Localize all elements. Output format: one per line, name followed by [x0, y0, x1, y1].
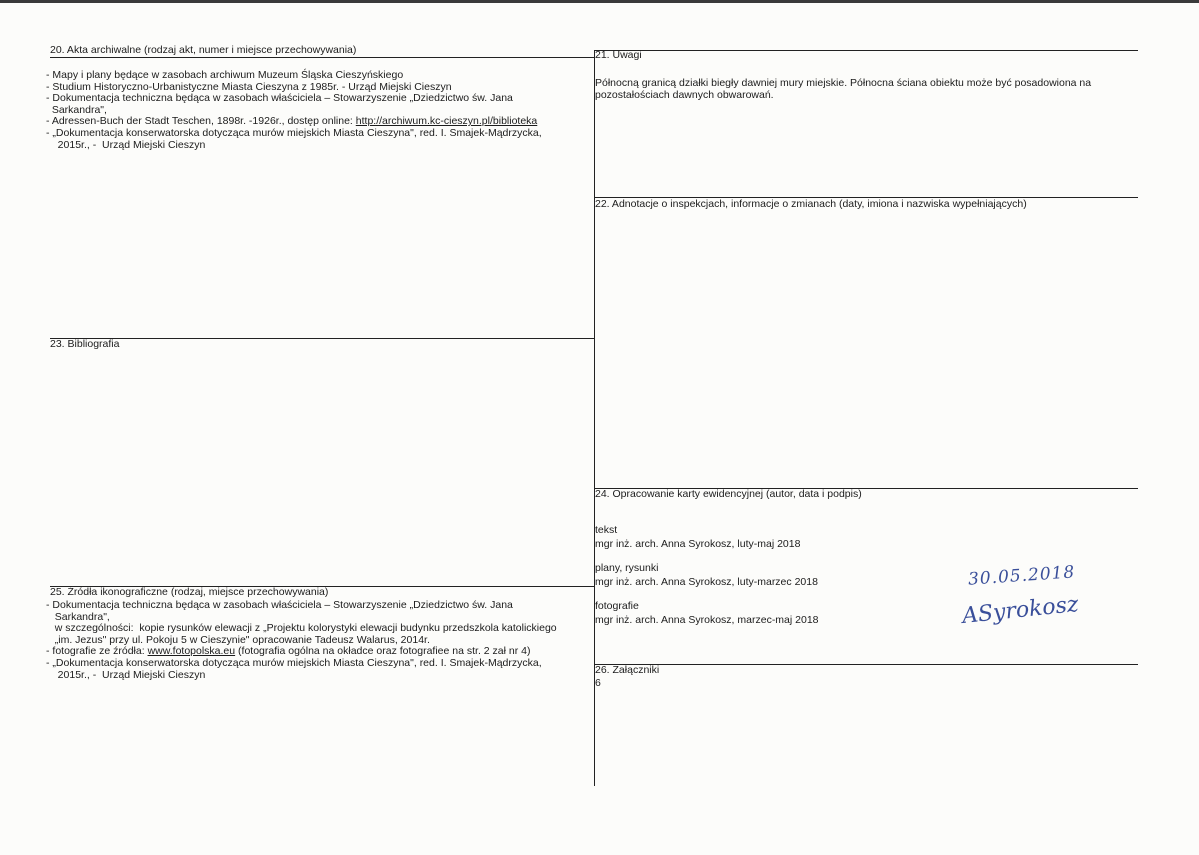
section-25-body [46, 600, 557, 681]
author-entry-photos [595, 599, 819, 627]
section-25-line: - „Dokumentacja konserwatorska dotycząca murów miejskich Miasta Cieszyna", red. I. Smajek-Mądrzycka, [46, 656, 542, 669]
section-20-line: - Studium Historyczno-Urbanistyczne Miasta Cieszyna z 1985r. - Urząd Miejski Cieszyn [46, 80, 452, 93]
section-20-line: - „Dokumentacja konserwatorska dotycząca murów miejskich Miasta Cieszyna", red. I. Smajek-Mądrzycka, [46, 126, 542, 139]
fotopolska-link[interactable]: www.fotopolska.eu [147, 645, 236, 658]
section-21-body [595, 78, 1091, 101]
author-entry-drawings [595, 561, 818, 589]
section-22-title: 22. Adnotacje o inspekcjach, informacje o zmianach (daty, imiona i nazwiska wypełniających) [595, 198, 1027, 210]
section-25-line-text: - fotografie ze źródła: [46, 645, 148, 658]
section-25-line: - Dokumentacja techniczna będąca w zasobach właściciela – Stowarzyszenie „Dziedzictwo św. Jana [46, 599, 513, 611]
section-25-title: 25. Źródła ikonograficzne (rodzaj, miejsce przechowywania) [50, 586, 329, 598]
section-21-line: Północną granicą działki biegły dawniej mury miejskie. Północna ściana obiektu może być posadowiona na [595, 77, 1092, 89]
section-24-title: 24. Opracowanie karty ewidencyjnej (autor, data i podpis) [595, 488, 862, 500]
author-entry-text [595, 523, 800, 551]
archive-link[interactable]: http://archiwum.kc-cieszyn.pl/biblioteka [355, 115, 538, 128]
section-20-line-text: - Adressen-Buch der Stadt Teschen, 1898r. -1926r., dostęp online: [46, 115, 356, 128]
section-21-rule [594, 50, 1138, 51]
entry-value: mgr inż. arch. Anna Syrokosz, luty-marzec 2018 [595, 576, 818, 588]
section-20-body [46, 70, 542, 151]
entry-label: tekst [595, 524, 618, 536]
section-25-line: 2015r., - Urząd Miejski Cieszyn [46, 668, 206, 681]
scan-top-edge [0, 0, 1199, 3]
section-20-line: 2015r., - Urząd Miejski Cieszyn [46, 138, 206, 151]
section-26-rule [594, 664, 1138, 665]
section-20-title: 20. Akta archiwalne (rodzaj akt, numer i miejsce przechowywania) [50, 44, 357, 56]
section-21-title: 21. Uwagi [595, 49, 642, 61]
section-20-line: - Mapy i plany będące w zasobach archiwum Muzeum Śląska Cieszyńskiego [46, 69, 404, 81]
section-20-line: - Dokumentacja techniczna będąca w zasobach właściciela – Stowarzyszenie „Dziedzictwo św. Jana [46, 92, 513, 105]
handwritten-date: 30.05.2018 [967, 562, 1076, 590]
section-21-line: pozostałościach dawnych obwarowań. [595, 88, 774, 101]
section-25-line: Sarkandra", [46, 610, 110, 623]
entry-label: fotografie [595, 600, 639, 612]
section-25-line-tail: (fotografia ogólna na okładce oraz fotografiee na str. 2 zał nr 4) [235, 645, 531, 658]
entry-value: mgr inż. arch. Anna Syrokosz, luty-maj 2018 [595, 538, 801, 550]
entry-value: mgr inż. arch. Anna Syrokosz, marzec-maj 2018 [595, 614, 819, 626]
section-25-line: „im. Jezus" przy ul. Pokoju 5 w Cieszynie" opracowanie Tadeusz Walarus, 2014r. [46, 633, 430, 646]
signature: ASyrokosz [961, 591, 1080, 630]
entry-label: plany, rysunki [595, 562, 659, 574]
section-26-title: 26. Załączniki [595, 664, 660, 676]
section-23-rule [50, 338, 595, 339]
section-20-line: Sarkandra", [46, 103, 107, 116]
attachments-count: 6 [595, 677, 601, 689]
section-20-rule [50, 57, 595, 58]
section-25-line: w szczególności: kopie rysunków elewacji z „Projektu kolorystyki elewacji budynku przedszkola katolickiego [46, 622, 557, 635]
section-23-title: 23. Bibliografia [50, 338, 120, 350]
